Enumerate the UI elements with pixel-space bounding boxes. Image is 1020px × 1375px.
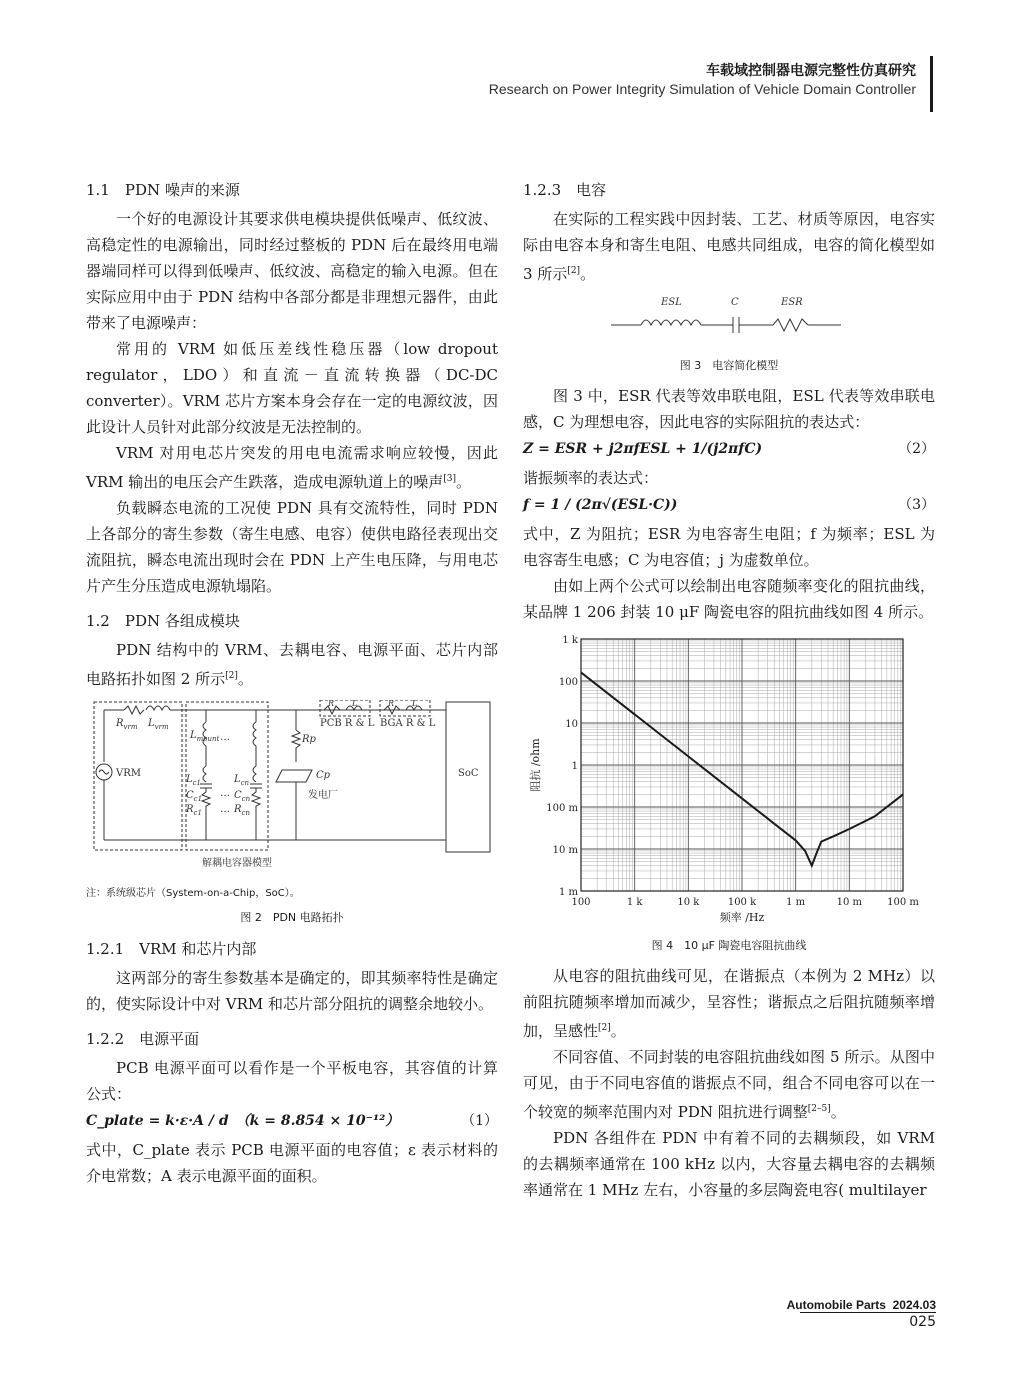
paragraph: 图 3 中，ESR 代表等效串联电阻，ESL 代表等效串联电感，C 为理想电容，因此电容的实际阻抗的表达式： xyxy=(523,387,935,431)
paragraph: 谐振频率的表达式： xyxy=(523,469,659,487)
rc1-label: $R_{c1}$ xyxy=(186,804,202,817)
section-title-1-1: 1.1 PDN 噪声的来源 xyxy=(86,181,240,199)
equation-3-body: f = 1 / (2π√(ESL·C)) xyxy=(523,497,678,513)
paragraph: 在实际的工程实践中因封装、工艺、材质等原因，电容实际由电容本身和寄生电阻、电感共同组成，电容的简化模型如 3 所示[2]。 xyxy=(523,210,935,283)
paragraph: 常用的 VRM 如低压差线性稳压器（low dropout regulator，LDO）和直流－直流转换器（DC-DC converter）。VRM 芯片方案本身会存在一定的电源纹波，因此设计人员针对此部分纹波是无法控制的。 xyxy=(86,340,498,436)
x-tick-label: 10 k xyxy=(677,897,700,908)
ellipsis: … xyxy=(220,804,230,815)
equation-1 xyxy=(86,1109,498,1135)
x-axis-label: 频率 /Hz xyxy=(719,911,765,924)
paragraph: 从电容的阻抗曲线可见，在谐振点（本例为 2 MHz）以前阻抗随频率增加而减少，呈容性；谐振点之后阻抗随频率增加，呈感性[2]。 xyxy=(523,967,935,1040)
y-tick-label: 1 m xyxy=(558,887,578,898)
ccn-label: $C_{cn}$ xyxy=(234,790,251,803)
c-label: C xyxy=(731,297,739,308)
pcb-r-label: R xyxy=(328,700,335,708)
lc1-label: $L_{c1}$ xyxy=(186,774,202,787)
figure-4-caption: 图 4 10 μF 陶瓷电容阻抗曲线 xyxy=(651,939,807,952)
paragraph: 不同容值、不同封装的电容阻抗曲线如图 5 所示。从图中可见，由于不同电容值的谐振点不同，组合不同电容可以在一个较宽的频率范围内对 PDN 阻抗进行调整[2–5]。 xyxy=(523,1048,935,1121)
rp-label: Rp xyxy=(302,734,316,745)
rcn-label: $R_{cn}$ xyxy=(234,804,250,817)
paragraph: 这两部分的寄生参数基本是确定的，即其频率特性是确定的，使实际设计中对 VRM 和芯片部分阻抗的调整余地较小。 xyxy=(86,969,498,1013)
footer-rule xyxy=(800,1312,936,1313)
citation: [2] xyxy=(225,671,238,681)
section-title-1-2-1: 1.2.1 VRM 和芯片内部 xyxy=(86,940,257,958)
paragraph: 负载瞬态电流的工况使 PDN 具有交流特性，同时 PDN 上各部分的寄生参数（寄生电感、电容）使供电路径表现出交流阻抗，瞬态电流出现时会在 PDN 上产生电压降，与用电芯片产生分压造成电源轨塌陷。 xyxy=(86,499,498,595)
lvrm-label: $L_{vrm}$ xyxy=(148,718,169,731)
pcb-l-label: L xyxy=(352,700,358,708)
y-tick-label: 100 xyxy=(558,677,578,688)
figure-4 xyxy=(523,633,935,953)
equation-2-body: Z = ESR + j2πfESL + 1/(j2πfC) xyxy=(523,441,763,457)
x-tick-label: 1 k xyxy=(626,897,643,908)
x-tick-label: 10 m xyxy=(836,897,863,908)
vrm-label: VRM xyxy=(116,768,141,779)
x-tick-label: 100 xyxy=(571,897,591,908)
paragraph: 式中，Z 为阻抗；ESR 为电容寄生电阻；f 为频率；ESL 为电容寄生电感；C 为电容值；j 为虚数单位。 xyxy=(523,525,935,569)
running-title-en: Research on Power Integrity Simulation of Vehicle Domain Controller xyxy=(488,81,916,97)
paragraph: VRM 对用电芯片突发的用电电流需求响应较慢，因此 VRM 输出的电压会产生跌落，造成电源轨道上的噪声[3]。 xyxy=(86,444,498,491)
citation: [2] xyxy=(598,1023,611,1033)
ellipsis: … xyxy=(220,732,230,743)
figure-note: 注：系统级芯片（System-on-a-Chip，SoC）。 xyxy=(86,888,300,899)
figure-2-caption: 图 2 PDN 电路拓扑 xyxy=(240,911,344,924)
page-number: 025 xyxy=(909,1314,936,1330)
x-tick-label: 100 k xyxy=(727,897,757,908)
capacitor-model-diagram xyxy=(523,293,935,349)
x-tick-label: 1 m xyxy=(786,897,806,908)
ellipsis: … xyxy=(220,788,230,799)
equation-1-body: C_plate = k·ε·A / d （k = 8.854 × 10⁻¹²） xyxy=(86,1113,400,1129)
figure-3-caption: 图 3 电容简化模型 xyxy=(679,359,779,372)
decap-model-label: 解耦电容器模型 xyxy=(202,858,272,869)
figure-2 xyxy=(86,700,498,925)
y-axis-label: 阻抗 /ohm xyxy=(529,738,542,792)
paragraph: PDN 结构中的 VRM、去耦电容、电源平面、芯片内部电路拓扑如图 2 所示[2]。 xyxy=(86,641,498,688)
paragraph: 式中，C_plate 表示 PCB 电源平面的电容值；ε 表示材料的介电常数；A 表示电源平面的面积。 xyxy=(86,1141,498,1185)
left-column xyxy=(86,172,498,1189)
paragraph: 由如上两个公式可以绘制出电容随频率变化的阻抗曲线，某品牌 1 206 封装 10 μF 陶瓷电容的阻抗曲线如图 4 所示。 xyxy=(523,577,935,621)
equation-1-number: （1） xyxy=(461,1113,498,1129)
paragraph: PCB 电源平面可以看作是一个平板电容，其容值的计算公式： xyxy=(86,1059,498,1103)
section-title-1-2-3: 1.2.3 电容 xyxy=(523,181,607,199)
rvrm-label: $R_{vrm}$ xyxy=(116,718,138,731)
y-tick-label: 10 m xyxy=(552,845,578,856)
bga-r-label: R xyxy=(388,700,395,708)
paragraph: 一个好的电源设计其要求供电模块提供低噪声、低纹波、高稳定性的电源输出，同时经过整板的 PDN 后在最终用电端器端同样可以得到低噪声、低纹波、高稳定的输入电源。但在实际应用中由于 PDN 结构中各部分都是非理想元器件，由此带来了电源噪声： xyxy=(86,210,498,332)
y-tick-label: 10 xyxy=(565,719,578,730)
paragraph: PDN 各组件在 PDN 中有着不同的去耦频段，如 VRM 的去耦频率通常在 100 kHz 以内，大容量去耦电容的去耦频率通常在 1 MHz 左右，小容量的多层陶瓷电容( multilayer xyxy=(523,1129,935,1199)
citation: [2–5] xyxy=(807,1104,831,1114)
citation: [2] xyxy=(567,266,581,276)
equation-2 xyxy=(523,437,935,463)
x-tick-label: 100 m xyxy=(887,897,919,908)
bga-label: BGA R & L xyxy=(380,718,436,729)
plant-label: 发电厂 xyxy=(308,790,338,801)
section-title-1-2-2: 1.2.2 电源平面 xyxy=(86,1030,200,1048)
lcn-label: $L_{cn}$ xyxy=(234,774,250,787)
soc-label: SoC xyxy=(458,768,479,779)
equation-2-number: （2） xyxy=(898,441,935,457)
esr-label: ESR xyxy=(781,297,803,308)
right-column xyxy=(523,172,935,1203)
citation: [3] xyxy=(443,474,457,484)
y-tick-label: 100 m xyxy=(546,803,578,814)
section-title-1-2: 1.2 PDN 各组成模块 xyxy=(86,612,240,630)
impedance-chart xyxy=(523,633,935,929)
pdn-circuit-diagram xyxy=(86,700,498,878)
y-tick-label: 1 k xyxy=(562,635,578,646)
equation-3-number: （3） xyxy=(898,497,935,513)
cp-label: Cp xyxy=(316,770,331,781)
journal-footer: Automobile Parts 2024.03 xyxy=(786,1298,936,1312)
figure-3 xyxy=(523,293,935,373)
y-tick-label: 1 xyxy=(571,761,578,772)
running-title-cn: 车载域控制器电源完整性仿真研究 xyxy=(706,63,916,79)
bga-l-label: L xyxy=(412,700,418,708)
lmount-label: $L_{mount}$ xyxy=(190,730,220,743)
header-bar xyxy=(930,56,933,112)
esl-label: ESL xyxy=(661,297,682,308)
pcb-label: PCB R & L xyxy=(320,718,375,729)
equation-3 xyxy=(523,493,935,519)
cc1-label: $C_{c1}$ xyxy=(186,790,203,803)
